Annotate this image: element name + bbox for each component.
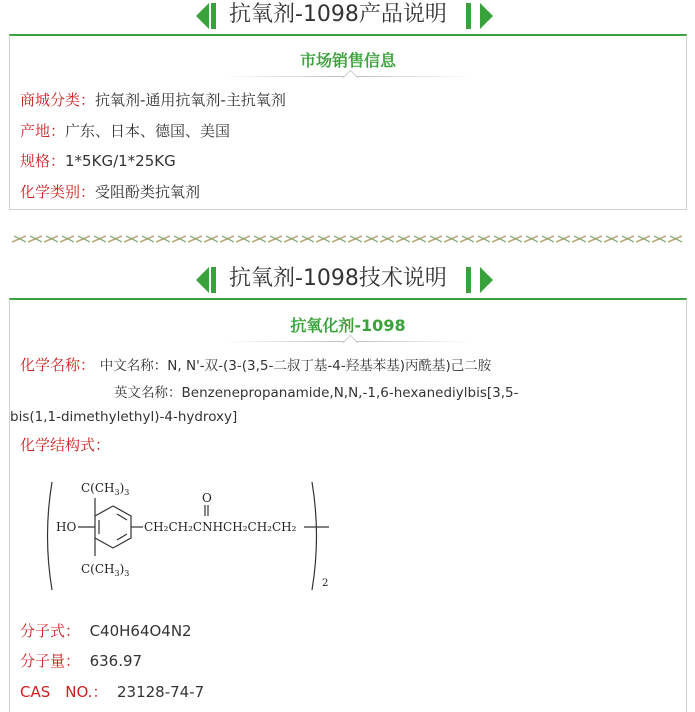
amide-chain: CH₂CH₂CNHCH₂CH₂CH₂ [144, 520, 297, 534]
decorative-divider [12, 233, 684, 245]
mw-row [20, 651, 142, 671]
market-row-origin [20, 121, 230, 141]
top-tbutyl-group: $C(CH_3)_3$ [81, 481, 130, 497]
en-name-row [114, 382, 518, 403]
cn-name-value: N, N'-双-(3-(3,5-二叔丁基-4-羟基苯基)丙酰基)己二胺 [167, 358, 492, 374]
header-left-bar [211, 267, 216, 293]
cas-value: 23128-74-7 [117, 683, 205, 701]
header-left-arrow-icon [196, 267, 209, 293]
subtitle-notch [343, 335, 359, 351]
structure-label: 化学结构式： [20, 436, 111, 454]
cn-name-label: 中文名称： [99, 358, 168, 374]
formula-value: C40H64O4N2 [89, 622, 192, 640]
row-label: 规格： [20, 152, 66, 170]
tech-section-header [0, 264, 695, 294]
header-right-bar [466, 3, 471, 29]
header-right-arrow-icon [480, 3, 493, 29]
en-name-label: 英文名称： [114, 385, 182, 401]
bottom-tbutyl-group: $C(CH_3)_3$ [81, 562, 130, 578]
ring-double-bond [117, 534, 127, 540]
market-row-spec [20, 151, 176, 171]
benzene-ring [95, 506, 131, 548]
row-value: 广东、日本、德国、美国 [65, 122, 231, 140]
en-name-line1: Benzenepropanamide,N,N,-1,6-hexanediylbis[3,5- [181, 385, 519, 401]
market-row-chem-class [20, 182, 200, 202]
mw-label: 分子量： [20, 652, 81, 670]
product-section-header [0, 0, 695, 30]
row-label: 产地： [20, 122, 66, 140]
ring-double-bond [117, 514, 127, 520]
tech-info-box [9, 298, 687, 712]
market-info-box [9, 34, 687, 210]
chem-name-label: 化学名称： [20, 356, 96, 374]
chem-name-row [20, 355, 491, 376]
repeat-count: 2 [322, 578, 329, 589]
carbonyl-oxygen: O [202, 491, 212, 505]
structure-label-row [20, 435, 110, 455]
product-section-title: 抗氧剂-1098产品说明 [229, 2, 447, 27]
structure-right-bracket [312, 482, 317, 590]
formula-row [20, 621, 192, 641]
header-right-bar [466, 267, 471, 293]
tech-subtitle: 抗氧化剂-1098 [290, 316, 406, 335]
row-label: 商城分类： [20, 91, 96, 109]
row-value: 抗氧剂-通用抗氧剂-主抗氧剂 [95, 91, 286, 109]
en-name-row-2 [10, 406, 237, 427]
row-value: 受阻酚类抗氧剂 [95, 183, 201, 201]
chemical-structure-diagram [38, 476, 338, 600]
mw-value: 636.97 [89, 652, 143, 670]
cas-row [20, 682, 204, 702]
tech-section-title: 抗氧剂-1098技术说明 [229, 266, 447, 291]
subtitle-notch [343, 70, 359, 86]
row-label: 化学类别： [20, 183, 96, 201]
header-left-bar [211, 3, 216, 29]
cas-label: CAS NO.： [20, 683, 108, 701]
hydroxyl-group: HO [56, 520, 77, 534]
header-left-arrow-icon [196, 3, 209, 29]
row-value: 1*5KG/1*25KG [65, 152, 176, 170]
structure-left-bracket [48, 482, 53, 590]
formula-label: 分子式： [20, 622, 81, 640]
market-row-category [20, 90, 286, 110]
market-info-subtitle: 市场销售信息 [299, 51, 396, 70]
en-name-line2: bis(1,1-dimethylethyl)-4-hydroxy] [10, 409, 238, 425]
header-right-arrow-icon [480, 267, 493, 293]
